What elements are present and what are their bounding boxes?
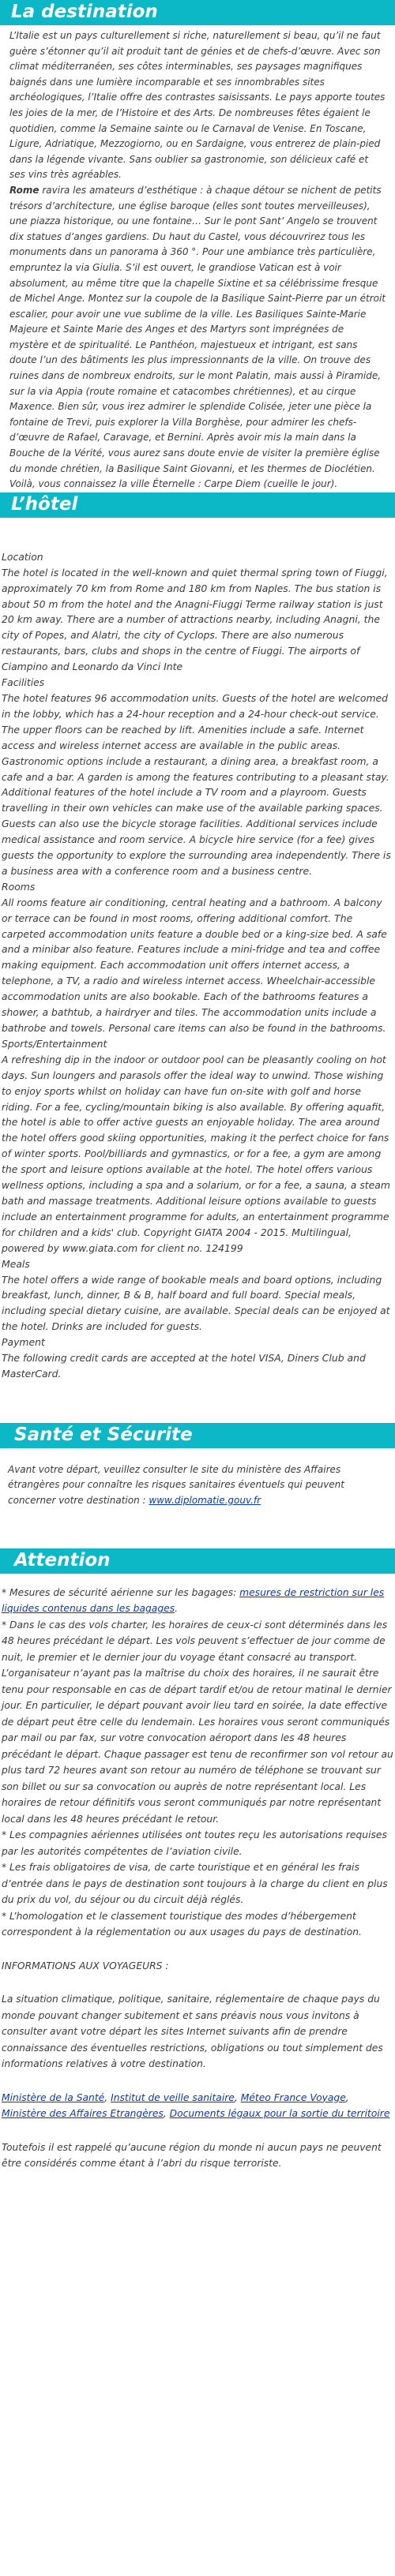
hotel-heading-location: Location (2, 550, 43, 563)
hotel-heading-rooms: Rooms (2, 880, 36, 893)
attention-p7: Toutefois il est rappelé qu’aucune région du monde ni aucun pays ne peuvent être considérés comme étant à l’abri du risque terroriste. (2, 2141, 382, 2170)
hotel-heading-meals: Meals (2, 1257, 30, 1270)
sante-text: Avant votre départ, veuillez consulter le site du ministère des Affaires étrangères pour connaître les risques sanitaires éventuels qui peuvent concerner votre destination : (8, 1463, 344, 1507)
official-links: Ministère de la Santé, Institut de veille sanitaire, Méteo France Voyage, Ministère des Affaires Etrangères, Documents légaux pour la sortie du territoire (2, 2091, 390, 2120)
diplomatie-link[interactable]: www.diplomatie.gouv.fr (149, 1495, 261, 1507)
baggage-end: . (175, 1603, 179, 1615)
attention-p4: * Les frais obligatoires de visa, de carte touristique et en général les frais d’entrée dans le pays de destination sont toujours à la charge du client en plus du prix du vol, du séjour ou du circuit déjà réglés. (2, 1862, 388, 1906)
sante-body (0, 1462, 395, 1509)
section-hotel (0, 492, 395, 1382)
hotel-heading-payment: Payment (2, 1336, 45, 1349)
hotel-rooms-text: All rooms feature air conditioning, central heating and a bathroom. A balcony or terrace can be found in most rooms, offering additional comfort. The carpeted accommodation units feature a double bed or a king-size bed. A safe and a minibar also feature. Features include a mini-fridge and tea and coffee making equipment. Each accommodation unit offers internet access, a telephone, a TV, a radio and wireless internet access. Wheelchair-accessible accommodation units are also bookable. Each of the bathrooms features a shower, a bathtub, a hairdryer and tiles. The accommodation units include a bathrobe and towels. Personal care items can also be found in the bathrooms. (2, 896, 387, 1034)
destination-rome (9, 183, 386, 492)
hotel-sports-text: A refreshing dip in the indoor or outdoor pool can be pleasantly cooling on hot days. Sun loungers and parasols offer the ideal way to unwind. Those wishing to enjoy sports whilst on holiday can have fun on-site with golf and horse riding. For a fee, cycling/mountain biking is also available. By offering aquafit, the hotel is able to offer active guests an enjoyable holiday. The area around the hotel offers good skiing opportunities, making it the perfect choice for fans of winter sports. Pool/billiards and gymnastics, or for a fee, a gym are among the sport and leisure options available at the hotel. The hotel offers various wellness options, including a spa and a solarium, or for a fee, a sauna, a steam bath and massage treatments. Additional leisure options available to guests include an entertainment programme for adults, an entertainment programme for children and a kids' club. Copyright GIATA 2004 - 2015. Multilingual, powered by www.giata.com for client no. 124199 (2, 1053, 390, 1254)
rome-text: ravira les amateurs d’esthétique : à chaque détour se nichent de petits trésors d’architecture, une église baroque (elles sont toutes merveilleuses), une piazza historique, ou une fontaine… Sur le pont Sant’ Angelo se trouvent dix statues d’anges gardiens. Du haut du Castel, vous découvrirez tous les monuments dans un panorama à 360 °. Pour une ambiance très particulière, empruntez la via Giulia. S’il est ouvert, le grandiose Vatican est à voir absolument, au même titre que la chapelle Sixtine et sa célébrissime fresque de Michel Ange. Montez sur la coupole de la Basilique Saint-Pierre par un étroit escalier, pour avoir une vue sublime de la ville. Les Basiliques Sainte-Marie Majeure et Sainte Marie des Anges et des Martyrs sont imprégnées de mystère et de spiritualité. Le Panthéon, majestueux et intrigant, est sans doute l’un des bâtiments les plus impressionnants de la ville. On trouve des ruines dans de nombreux endroits, sur le mont Palatin, mais aussi à Piramide, sur la via Appia (route romaine et catacombes chrétiennes), et au cirque Maxence. Bien sûr, vous irez admirer le splendide Colisée, jeter une pièce la fontaine de Trevi, puis explorer la Villa Borghèse, pour admirer les chefs-d’œuvre de Rafael, Caravage, et Bernini. Après avoir mis la main dans la Bouche de la Vérité, vous aurez sans doute envie de visiter la première église du monde chrétien, la Basilique Saint Giovanni, et les thermes de Dioclétien. Voilà, vous connaissez la ville Éternelle : Carpe Diem (cueille le jour). (9, 184, 386, 490)
destination-intro: L’Italie est un pays culturellement si riche, naturellement si beau, qu’il ne faut guère s’étonner qu’il ait produit tant de génies et de chefs-d’œuvre. Avec son climat méditerranéen, ses côtes interminables, ses paysages magnifiques baignés dans une lumière incomparable et ses innombrables sites archéologiques, l’Italie offre des contrastes saisissants. Le pays apporte toutes les joies de la mer, de l’Histoire et des Arts. De nombreuses fêtes égaient le quotidien, comme la Semaine sainte ou le Carnaval de Venise. En Toscane, Ligure, Adriatique, Mezzogiorno, ou en Sardaigne, vous entrerez de plain-pied dans la légende vivante. Sans oublier sa gastronomie, son délicieux café et ses vins très agréables. (9, 30, 386, 181)
attention-p6: La situation climatique, politique, sanitaire, réglementaire de chaque pays du monde pouvant changer subitement et sans préavis nous vous invitons à consulter avant votre départ les sites Internet suivants afin de prendre connaissance des éventuelles restrictions, obligations ou tout simplement des informations relatives à votre destination. (2, 1994, 383, 2070)
baggage-text: * Mesures de sécurité aérienne sur les bagages: (2, 1586, 240, 1598)
attention-p1 (2, 1585, 393, 1617)
sante-title: Santé et Sécurite (0, 1423, 395, 1448)
hotel-facilities-text: The hotel features 96 accommodation units. Guests of the hotel are welcomed in the lobby, which has a 24-hour reception and a 24-hour check-out service. The upper floors can be reached by lift. Amenities include a safe. Internet access and wireless internet access are available in the public areas. Gastronomic options include a restaurant, a dining area, a breakfast room, a cafe and a bar. A garden is among the features contributing to a pleasant stay. Additional features of the hotel include a TV room and a playroom. Guests travelling in their own vehicles can make use of the available parking spaces. Guests can also use the bicycle storage facilities. Additional services include medical assistance and room service. A bicycle hire service (for a fee) gives guests the opportunity to explore the surrounding area independently. There is a business area with a conference room and a business centre. (2, 691, 391, 877)
section-sante (0, 1423, 395, 1509)
attention-p2: * Dans le cas des vols charter, les horaires de ceux-ci sont déterminés dans les 48 heures précédant le départ. Les vols peuvent s’effectuer de jour comme de nuit, le premier et le dernier jour du voyage étant consacré au transport. L’organisateur n’ayant pas la maîtrise du choix des horaires, il ne saurait être tenu pour responsable en cas de départ tardif et/ou de retour matinal le dernier jour. En particulier, le départ pouvant avoir lieu tard en soirée, la date effective de départ peut être celle du lendemain. Les horaires vous seront communiqués par mail ou par fax, sur votre convocation aéroport dans les 48 heures précédant le départ. Chaque passager est tenu de reconfirmer son vol retour au plus tard 72 heures avant son retour au numéro de téléphone se trouvant sur son billet ou sur sa convocation ou auprès de notre représentant local. Les horaires de retour définitifs vous seront communiqués par notre représentant local dans les 48 heures précédant le retour. (2, 1619, 393, 1825)
link-documents-legaux[interactable]: Documents légaux pour la sortie du territoire (169, 2108, 390, 2120)
attention-title: Attention (0, 1548, 395, 1574)
hotel-heading-sports: Sports/Entertainment (2, 1037, 107, 1050)
destination-title: La destination (0, 0, 395, 25)
attention-body (0, 1585, 395, 2172)
link-affaires-etrangeres[interactable]: Ministère des Affaires Etrangères (2, 2108, 164, 2120)
section-attention (0, 1548, 395, 2172)
hotel-location-text: The hotel is located in the well-known and quiet thermal spring town of Fiuggi, approximately 70 km from Rome and 180 km from Naples. The bus station is about 50 m from the hotel and the Anagni-Fiuggi Terme railway station is just 20 km away. There are a number of attractions nearby, including Anagni, the city of Popes, and Alatri, the city of Cyclops. There are also numerous restaurants, bars, clubs and shops in the centre of Fiuggi. The airports of Ciampino and Leonardo da Vinci Inte (2, 566, 388, 673)
hotel-meals-text: The hotel offers a wide range of bookable meals and board options, including breakfast, lunch, dinner, B & B, half board and full board. Special meals, including special dietary cuisine, are available. Special deals can be enjoyed at the hotel. Drinks are included for guests. (2, 1273, 390, 1333)
hotel-payment-text: The following credit cards are accepted at the hotel VISA, Diners Club and MasterCard. (2, 1352, 366, 1380)
liquids-restriction-link[interactable]: mesures de restriction sur les liquides contenus dans les bagages (2, 1586, 385, 1615)
hotel-body (0, 549, 395, 1382)
attention-p3: * Les compagnies aériennes utilisées ont toutes reçu les autorisations requises par les autorités compétentes de l’aviation civile. (2, 1829, 387, 1857)
link-veille-sanitaire[interactable]: Institut de veille sanitaire (111, 2091, 235, 2103)
hotel-heading-facilities: Facilities (2, 676, 45, 689)
attention-p5: * L’homologation et le classement touristique des modes d’hébergement correspondent à la réglementation ou aux usages du pays de destination. (2, 1910, 362, 1938)
rome-label: Rome (9, 184, 40, 196)
link-ministere-sante[interactable]: Ministère de la Santé (2, 2091, 105, 2103)
link-meteo-france[interactable]: Méteo France Voyage (240, 2091, 346, 2103)
destination-body (0, 25, 395, 492)
section-destination (0, 0, 395, 492)
hotel-title: L’hôtel (0, 492, 395, 518)
info-title: INFORMATIONS AUX VOYAGEURS : (2, 1960, 169, 1971)
